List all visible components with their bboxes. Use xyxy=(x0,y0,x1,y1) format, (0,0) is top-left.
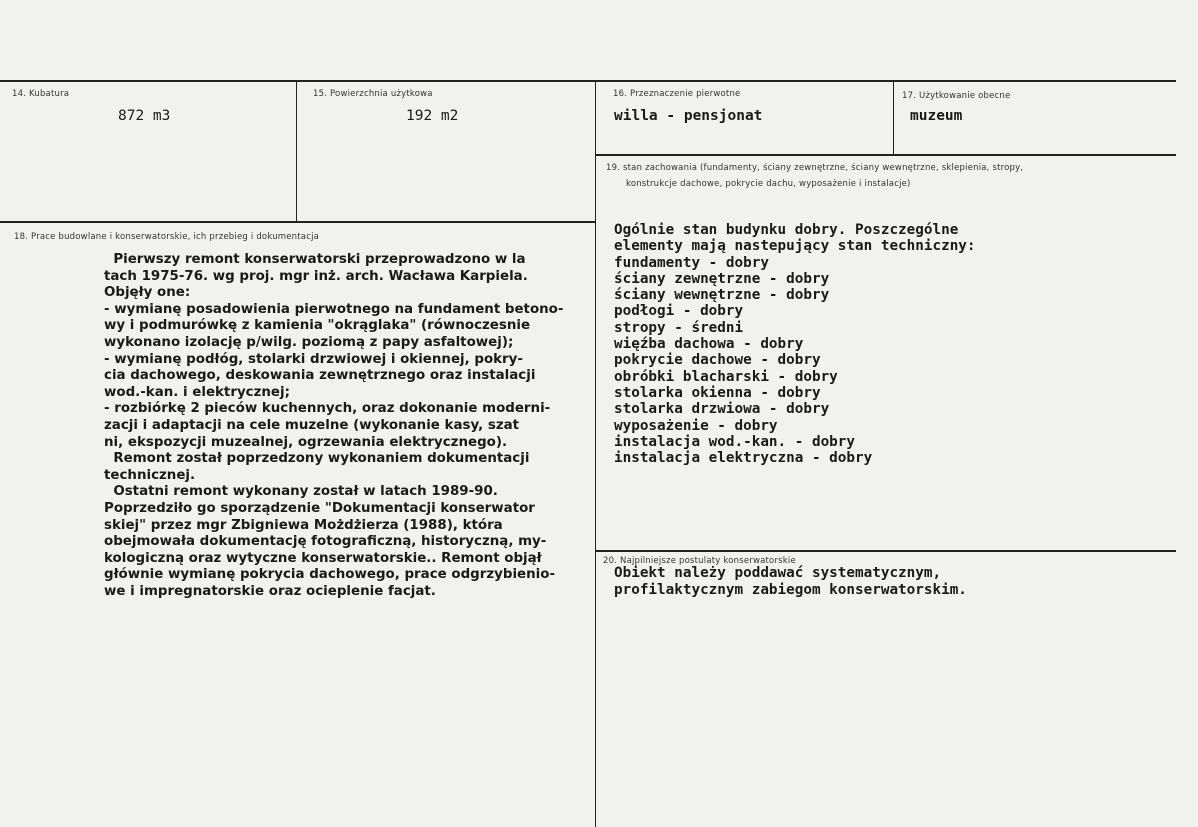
rule-under-14-15 xyxy=(0,221,596,223)
works-label: 18. Prace budowlane i konserwatorskie, ich przebieg i dokumentacja xyxy=(14,232,320,242)
postulates-line: profilaktycznym zabiegom konserwatorskim. xyxy=(614,582,967,598)
postulates-label: 20. Najpilniejsze postulaty konserwatorskie xyxy=(603,556,796,566)
works-line: - rozbiórkę 2 pieców kuchennych, oraz dokonanie moderni- xyxy=(104,401,551,417)
works-line: Poprzedziło go sporządzenie "Dokumentacji konserwator xyxy=(104,500,535,516)
main-divider xyxy=(595,81,596,827)
postulates-line: Obiekt należy poddawać systematycznym, xyxy=(614,565,942,581)
works-line: skiej" przez mgr Zbigniewa Możdżierza (1988), która xyxy=(104,517,503,533)
condition-line: podłogi - dobry xyxy=(614,303,744,320)
field-label-powierzchnia: 15. Powierzchnia użytkowa xyxy=(313,89,433,99)
condition-line: ściany wewnętrzne - dobry xyxy=(614,287,830,304)
works-line: Ostatni remont wykonany został w latach 1989-90. xyxy=(104,484,498,500)
field-value-uzytkowanie: muzeum xyxy=(910,108,963,124)
works-line: wy i podmurówkę z kamienia "okrąglaka" (równoczesnie xyxy=(104,318,531,334)
condition-line: stropy - średni xyxy=(614,319,744,336)
works-line: cia dachowego, deskowania zewnętrznego oraz instalacji xyxy=(104,368,536,384)
field-label-kubatura: 14. Kubatura xyxy=(12,89,70,99)
condition-line: elementy mają nastepujący stan techniczny: xyxy=(614,238,976,255)
works-line: Objęły one: xyxy=(104,285,191,301)
condition-line: wyposażenie - dobry xyxy=(614,417,778,434)
works-line: - wymianę posadowienia pierwotnego na fundament betono- xyxy=(104,301,564,317)
works-line: tach 1975-76. wg proj. mgr inż. arch. Wacława Karpiela. xyxy=(104,268,528,284)
works-text xyxy=(104,252,563,600)
condition-label-line2: konstrukcje dachowe, pokrycie dachu, wyposażenie i instalacje) xyxy=(626,179,911,189)
works-line: wod.-kan. i elektrycznej; xyxy=(104,384,290,400)
works-line: technicznej. xyxy=(104,467,196,483)
condition-line: obróbki blacharski - dobry xyxy=(614,368,838,385)
field-label-przeznaczenie: 16. Przeznaczenie pierwotne xyxy=(613,89,741,99)
works-line: kologiczną oraz wytyczne konserwatorskie.. Remont objął xyxy=(104,550,542,566)
works-line: Pierwszy remont konserwatorski przeprowadzono w la xyxy=(104,252,526,267)
condition-line: stolarka drzwiowa - dobry xyxy=(614,401,830,418)
works-line: ni, ekspozycji muzealnej, ogrzewania elektrycznego). xyxy=(104,434,508,450)
rule-under-16-17 xyxy=(596,154,1176,156)
divider-14-15 xyxy=(296,81,297,221)
postulates-text xyxy=(614,565,967,599)
field-label-uzytkowanie: 17. Użytkowanie obecne xyxy=(902,91,1011,101)
field-value-powierzchnia: 192 m2 xyxy=(406,108,459,124)
condition-line: Ogólnie stan budynku dobry. Poszczególne xyxy=(614,222,959,238)
field-value-przeznaczenie: willa - pensjonat xyxy=(614,108,763,124)
condition-line: więźba dachowa - dobry xyxy=(614,336,804,353)
condition-line: instalacja wod.-kan. - dobry xyxy=(614,433,856,450)
condition-line: pokrycie dachowe - dobry xyxy=(614,352,821,369)
condition-line: stolarka okienna - dobry xyxy=(614,384,821,401)
condition-line: instalacja elektryczna - dobry xyxy=(614,450,873,467)
works-line: Remont został poprzedzony wykonaniem dokumentacji xyxy=(104,451,530,467)
works-line: zacji i adaptacji na cele muzelne (wykonanie kasy, szat xyxy=(104,417,520,433)
top-rule xyxy=(0,80,1176,82)
condition-line: ściany zewnętrzne - dobry xyxy=(614,270,830,287)
works-line: obejmowała dokumentację fotograficzną, historyczną, my- xyxy=(104,534,547,550)
rule-above-20 xyxy=(596,550,1176,552)
condition-text xyxy=(614,222,976,466)
divider-16-17 xyxy=(893,81,894,154)
works-line: - wymianę podłóg, stolarki drzwiowej i okiennej, pokry- xyxy=(104,351,523,367)
works-line: wykonano izolację p/wilg. poziomą z papy asfaltowej); xyxy=(104,334,514,350)
works-line: we i impregnatorskie oraz ocieplenie facjat. xyxy=(104,583,436,599)
condition-label-line1: 19. stan zachowania (fundamenty, ściany zewnętrzne, ściany wewnętrzne, sklepienia, stropy, xyxy=(606,163,1024,173)
works-line: głównie wymianę pokrycia dachowego, prace odgrzybienio- xyxy=(104,567,556,583)
field-value-kubatura: 872 m3 xyxy=(118,108,171,124)
condition-line: fundamenty - dobry xyxy=(614,254,769,271)
